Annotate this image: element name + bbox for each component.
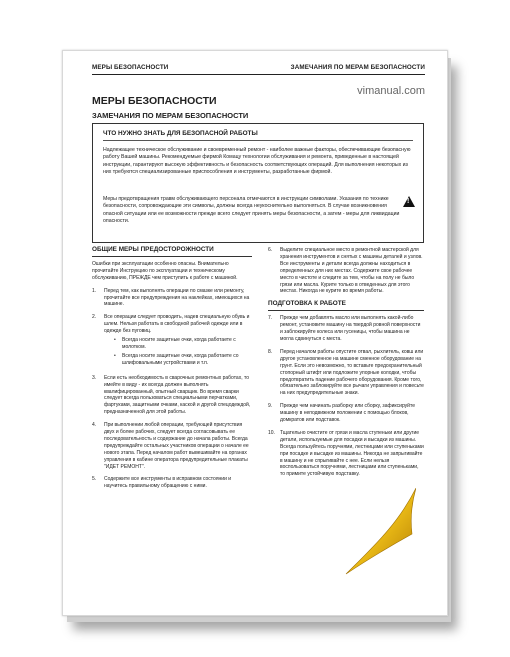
left-column bbox=[92, 247, 252, 496]
warning-triangle-icon: ! bbox=[403, 196, 415, 207]
running-header-left: МЕРЫ БЕЗОПАСНОСТИ bbox=[92, 64, 169, 71]
section-heading-general: ОБЩИЕ МЕРЫ ПРЕДОСТОРОЖНОСТИ bbox=[92, 246, 214, 253]
page-title: МЕРЫ БЕЗОПАСНОСТИ bbox=[92, 95, 217, 107]
section-rule bbox=[92, 256, 252, 257]
bullet-item: • Всегда носите защитные очки, когда работаете с молотком. bbox=[114, 337, 236, 350]
watermark: vimanual.com bbox=[357, 85, 425, 97]
box-title: ЧТО НУЖНО ЗНАТЬ ДЛЯ БЕЗОПАСНОЙ РАБОТЫ bbox=[103, 130, 258, 137]
list-item: 4. При выполнении любой операции, требующей присутствия двух и более рабочих, следует всегда согласовывать ее последовательность и содержание до начала работы. Всегда предупреждайте остальных участников операции о начале ее нового этапа. Перед началом работ вывешивайте на органах управления в кабине оператора предупредительные плакаты "ИДЕТ РЕМОНТ". bbox=[92, 422, 249, 470]
box-paragraph-1: Надлежащее техническое обслуживание и своевременный ремонт - наиболее важные факторы, обеспечивающие безопасную работу Вашей машины. Рекомендуемые фирмой Комацу технологии обслуживания и ремонта, приведенные в настоящей инструкции, гарантируют высокую эффективность и безопасность соответствующих операций. Для выполнения некоторых из них требуются специализированные приспособления и инструменты, разработанные фирмой. bbox=[103, 147, 411, 176]
list-item: 10. Тщательно очистите от грязи и масла ступеньки или другие детали, используемые для посадки и высадки из машины. Всегда пользуйтесь поручнями, лестницами или ступеньками при посадке и высадке из машины. Никогда не запрыгивайте в машину и не спрыгивайте с нее. Если нельзя воспользоваться поручнями, лестницами или ступеньками, то примите устойчивую подставку. bbox=[268, 429, 424, 478]
page-subtitle: ЗАМЕЧАНИЯ ПО МЕРАМ БЕЗОПАСНОСТИ bbox=[92, 111, 249, 120]
list-item: 1. Перед тем, как выполнять операции по смазке или ремонту, прочитайте все предупреждения на наклейках, имеющихся на машине. bbox=[92, 287, 250, 308]
box-rule bbox=[103, 140, 413, 141]
list-item: 3. Если есть необходимость в сварочных ремонтных работах, то имейте в виду - их всегда должен выполнять квалифицированный, опытный сварщик. Во время сварки следует всегда пользоваться специальными перчатками, фартуками, защитными очками, каской и другой спецодеждой, предназначенной для этой работы. bbox=[92, 374, 251, 416]
bullet-item: • Всегда носите защитные очки, когда работаете со шлифовальными устройствами и т.п. bbox=[114, 352, 239, 366]
box-paragraph-2: Меры предотвращения травм обслуживающего персонала отмечаются в инструкции символами. Указания по технике безопасности, сопровождающие эти символы, должны всегда неукоснительно выполняться. В случае возникновения опасной ситуации или ее возможности прежде всего следует принять меры безопасности, а затем - меры для ликвидации опасности. bbox=[103, 196, 400, 225]
page-curl-icon bbox=[340, 488, 416, 576]
list-item: 6. Выделите специальное место в ремонтной мастерской для хранения инструментов и снятых с машины деталей и узлов. Все инструменты и детали всегда должны находиться в определенных для них местах. Содержите свое рабочее место в чистоте и следите за тем, чтобы на полу не было грязи или масла. Курите только в отведенных для этого местах. Никогда не курите во время работы. bbox=[268, 247, 423, 295]
running-header-right: ЗАМЕЧАНИЯ ПО МЕРАМ БЕЗОПАСНОСТИ bbox=[290, 64, 425, 71]
list-item: 9. Прежде чем начинать разборку или сборку, зафиксируйте машину в неподвижном положении с помощью блоков, домкратов или подставок. bbox=[268, 403, 415, 424]
list-item: 7. Прежде чем добавлять масло или выполнять какой-либо ремонт, установите машину на твердой ровной поверхности и заблокируйте колеса или гусеницы, чтобы машина не могла сдвинуться с места. bbox=[268, 315, 421, 342]
intro-paragraph: Ошибки при эксплуатации особенно опасны. Внимательно прочитайте Инструкцию по эксплуатации и техническому обслуживанию, ПРЕЖДЕ чем приступить к работе с машиной. bbox=[92, 260, 238, 281]
list-item: 5. Содержите все инструменты в исправном состоянии и научитесь правильному обращению с ними. bbox=[92, 476, 232, 490]
header-rule bbox=[92, 74, 425, 75]
safety-info-box bbox=[92, 123, 424, 243]
section-rule bbox=[268, 310, 424, 311]
list-item: 8. Перед началом работы опустите отвал, рыхлитель, ковш или другое установленное на машине сменное оборудование на грунт. Если это невозможно, то вставьте предохранительный стопорный штифт или подложите упорные колодки, чтобы предотвратить падение рабочего оборудования. Кроме того, обязательно заблокируйте все рычаги управления и повесьте на них предупредительные знаки. bbox=[268, 348, 424, 397]
right-column bbox=[268, 247, 424, 484]
section-heading-preparation: ПОДГОТОВКА К РАБОТЕ bbox=[268, 300, 346, 308]
list-item: 2. Все операции следует проводить, надев специальную обувь и шлем. Нельзя работать в свободной рабочей одежде или в одежде без пуговиц. • Всегда носите защитные очки, когда работаете с молотком. • Всегда носите защитные очки, когда работаете со шлифовальными устройствами и т.п. bbox=[92, 314, 252, 368]
